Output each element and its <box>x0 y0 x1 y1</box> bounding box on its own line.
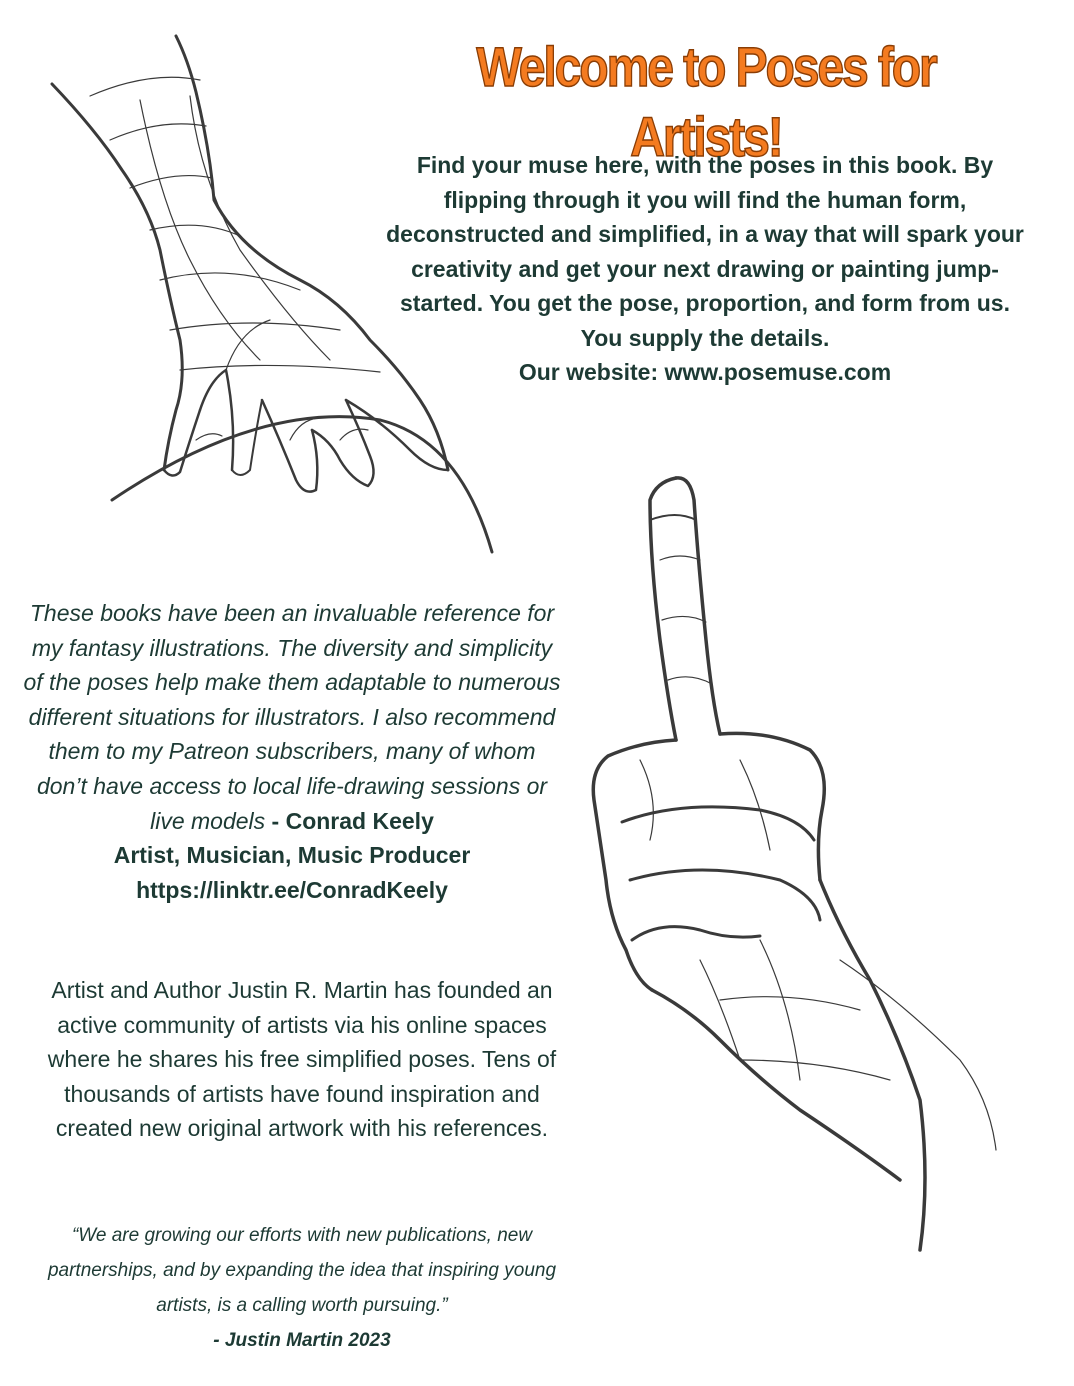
closing-quote: “We are growing our efforts with new publications, new partnerships, and by expanding the idea that inspiring young artists, is a calling worth pursuing.” <box>47 1225 557 1316</box>
testimonial-attribution: - Conrad Keely <box>265 807 434 834</box>
intro-paragraph <box>384 148 1026 390</box>
testimonial-quote: These books have been an invaluable reference for my fantasy illustrations. The diversity and simplicity of the poses help make them adaptable to numerous different situations for illustrators. I also recommend them to my Patreon subscribers, many of whom don’t have access to local life-drawing sessions or live models <box>23 600 561 834</box>
testimonial-link: https://linktr.ee/ConradKeely <box>136 876 448 903</box>
page-title: Welcome to Poses for Artists! <box>476 35 936 168</box>
website-line: Our website: www.posemuse.com <box>518 359 892 385</box>
testimonial-role: Artist, Musician, Music Producer <box>113 842 471 869</box>
author-bio: Artist and Author Justin R. Martin has founded an active community of artists via his online spaces where he shares his free simplified poses. Tens of thousands of artists have found inspiration and created new original artwork with his references. <box>47 977 557 1142</box>
pointing-hand-drawing <box>593 478 996 1250</box>
intro-text: Find your muse here, with the poses in this book. By flipping through it you will find the human form, deconstructed and simplified, in a way that will spark your creativity and get your next drawing or painting jump-started. You get the pose, proportion, and form from us. You supply the details. <box>386 152 1024 351</box>
testimonial-block <box>22 596 562 907</box>
closing-signature: - Justin Martin 2023 <box>213 1330 391 1351</box>
closing-quote-block <box>22 1218 582 1358</box>
